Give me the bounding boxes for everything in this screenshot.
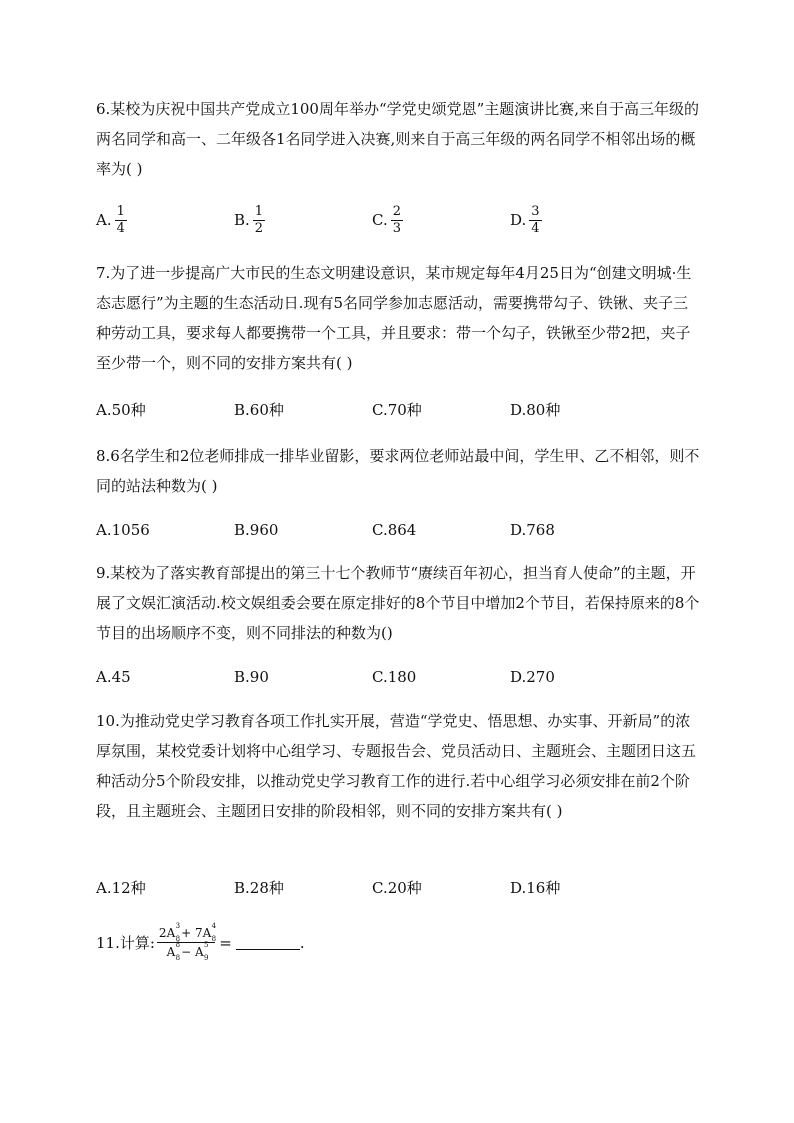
perm-sup: 4 <box>211 922 217 930</box>
question-9-options <box>96 662 700 692</box>
option-label: C. <box>372 211 388 229</box>
option-10c: C.20种 <box>372 879 422 897</box>
permutation <box>194 941 209 962</box>
option-label: A. <box>96 211 112 229</box>
equals-sign: = <box>219 933 232 952</box>
permutation <box>166 941 181 962</box>
option-6c <box>372 200 403 240</box>
option-7d: D.80种 <box>510 401 561 419</box>
denominator: 4 <box>116 220 125 236</box>
permutation <box>166 922 181 943</box>
option-label: B. <box>234 211 250 229</box>
option-9b: B.90 <box>234 668 269 686</box>
fraction <box>391 205 403 236</box>
option-10b: B.28种 <box>234 879 284 897</box>
perm-sup: 8 <box>175 941 181 949</box>
denominator: 2 <box>254 220 264 236</box>
numerator: 1 <box>254 203 264 219</box>
fraction <box>115 205 127 236</box>
question-6 <box>96 94 700 184</box>
option-8c: C.864 <box>372 521 417 539</box>
question-11-suffix: . <box>299 933 305 952</box>
option-9d: D.270 <box>510 668 555 686</box>
question-7 <box>96 258 700 378</box>
question-9 <box>96 558 700 648</box>
perm-letter: A <box>166 945 176 959</box>
question-7-text: 7.为了进一步提高广大市民的生态文明建设意识，某市规定每年4月25日为“创建文明城·生态志愿行”为主题的生态活动日.现有5名同学参加志愿活动，需要携带勾子、铁锹、夹子三种劳动工具，要求每人都要携带一个工具，并且要求：带一个勾子，铁锹至少带2把，夹子至少带一个，则不同的安排方案共有( ) <box>96 264 692 372</box>
option-7b: B.60种 <box>234 401 284 419</box>
numerator: 2 <box>392 203 401 219</box>
option-9c: C.180 <box>372 668 417 686</box>
fraction <box>253 205 265 236</box>
question-10-options <box>96 873 700 903</box>
option-6b <box>234 200 265 240</box>
question-7-options <box>96 395 700 425</box>
fraction <box>529 205 541 236</box>
question-6-text: 6.某校为庆祝中国共产党成立100周年举办“学党史颂党恩”主题演讲比赛,来自于高三年级的两名同学和高一、二年级各1名同学进入决赛,则来自于高三年级的两名同学不相邻出场的概率为( ) <box>96 100 700 178</box>
perm-sup: 5 <box>203 941 209 949</box>
question-9-text: 9.某校为了落实教育部提出的第三十七个教师节“赓续百年初心，担当育人使命”的主题，开展了文娱汇演活动.校文娱组委会要在原定排好的8个节目中增加2个节目，若保持原来的8个节目的出场顺序不变，则不同排法的种数为() <box>96 564 700 642</box>
coefficient: 7 <box>194 926 203 940</box>
coefficient: 2 <box>158 926 167 940</box>
perm-sub: 8 <box>175 954 181 962</box>
option-9a: A.45 <box>96 668 131 686</box>
question-10 <box>96 706 700 826</box>
question-11-prefix: 11.计算: <box>96 934 155 952</box>
option-7a: A.50种 <box>96 401 146 419</box>
perm-sub: 8 <box>211 935 217 943</box>
permutation <box>202 922 217 943</box>
option-10a: A.12种 <box>96 879 146 897</box>
option-8a: A.1056 <box>96 521 150 539</box>
perm-letter: A <box>166 926 176 940</box>
perm-letter: A <box>202 926 212 940</box>
perm-sup: 3 <box>175 922 181 930</box>
denominator <box>165 941 209 962</box>
perm-sub: 8 <box>175 935 181 943</box>
question-8-options <box>96 515 700 545</box>
numerator: 3 <box>531 203 540 219</box>
question-10-text: 10.为推动党史学习教育各项工作扎实开展，营造“学党史、悟思想、办实事、开新局”的浓厚氛围，某校党委计划将中心组学习、专题报告会、党员活动日、主题班会、主题团日这五种活动分5个阶段安排，以推动党史学习教育工作的进行.若中心组学习必须安排在前2个阶段，且主题班会、主题团日安排的阶段相邻，则不同的安排方案共有( ) <box>96 712 697 820</box>
question-8 <box>96 441 700 501</box>
perm-sub: 9 <box>203 954 209 962</box>
option-8b: B.960 <box>234 521 279 539</box>
question-11-fraction <box>157 922 217 962</box>
minus-sign: − <box>181 945 192 959</box>
option-6a <box>96 200 127 240</box>
plus-sign: + <box>181 926 192 940</box>
option-8d: D.768 <box>510 521 555 539</box>
option-10d: D.16种 <box>510 879 561 897</box>
denominator: 4 <box>531 220 540 236</box>
answer-blank <box>236 935 300 950</box>
question-11 <box>96 922 305 962</box>
denominator: 3 <box>392 220 401 236</box>
option-7c: C.70种 <box>372 401 422 419</box>
numerator: 1 <box>116 203 125 219</box>
perm-letter: A <box>194 945 204 959</box>
question-8-text: 8.6名学生和2位老师排成一排毕业留影，要求两位老师站最中间，学生甲、乙不相邻，则不同的站法种数为( ) <box>96 447 700 495</box>
option-label: D. <box>510 211 527 229</box>
option-6d <box>510 200 542 240</box>
question-6-options <box>96 200 700 236</box>
